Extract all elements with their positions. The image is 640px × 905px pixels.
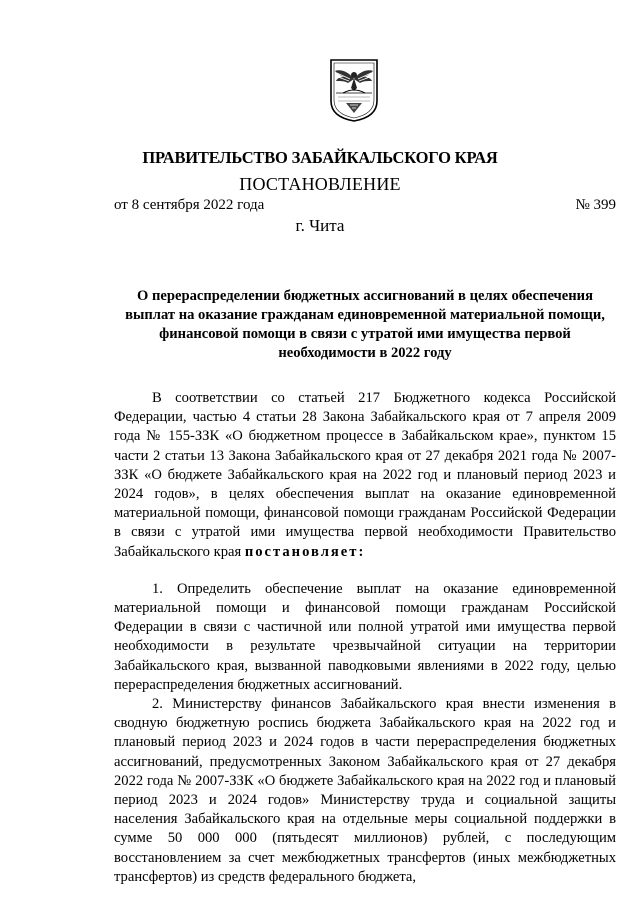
document-number: № 399 [575, 197, 616, 213]
preamble-text: В соответствии со статьей 217 Бюджетного кодекса Российской Федерации, частью 4 статьи 28 Закона Забайкальского края от 7 апреля 2009 года № 155-ЗЗК «О бюджетном процессе в Забайкальском крае», пунктом 15 части 2 статьи 13 Закона Забайкальского края от 27 декабря 2021 года № 2007-ЗЗК «О бюджете Забайкальского края на 2022 год и плановый период 2023 и 2024 годов», в целях обеспечения выплат на оказание единовременной материальной помощи, финансовой помощи гражданам Российской Федерации в связи с утратой ими имущества первой необходимости Правительство Забайкальского края [114, 390, 616, 560]
paragraph-1: 1. Определить обеспечение выплат на оказание единовременной материальной помощи и финансовой помощи гражданам Российской Федерации в связи с частичной или полной утратой ими имущества первой необходимости в результате чрезвычайной ситуации на территории Забайкальского края, вызванной паводковыми явлениями в 2022 году, целью перераспределения бюджетных ассигнований. [114, 580, 616, 693]
government-name: ПРАВИТЕЛЬСТВО ЗАБАЙКАЛЬСКОГО КРАЯ [142, 148, 498, 167]
paragraph-2: 2. Министерству финансов Забайкальского края внести изменения в сводную бюджетную роспись бюджета Забайкальского края на 2022 год и плановый период 2023 и 2024 годов в части перераспределения бюджетных ассигнований, предусмотренных Законом Забайкальского края от 27 декабря 2022 года № 2007-ЗЗК «О бюджете Забайкальского края на 2022 год и плановый период 2023 и 2024 годов» Министерству труда и социальной защиты населения Забайкальского края на отдельные меры социальной поддержки в сумме 50 000 000 (пятьдесят миллионов) рублей, с последующим восстановлением за счет межбюджетных трансфертов (иных межбюджетных трансфертов) из средств федерального бюджета, [114, 696, 616, 885]
preamble-paragraph [114, 389, 616, 562]
city-name: г. Чита [295, 216, 345, 235]
decree-colon: : [358, 543, 364, 560]
document-type: ПОСТАНОВЛЕНИЕ [239, 174, 401, 194]
decree-word: постановляет [244, 543, 359, 560]
coat-of-arms-icon [328, 57, 380, 123]
document-date: от 8 сентября 2022 года [114, 197, 265, 213]
document-title: О перераспределении бюджетных ассигнований в целях обеспечения выплат на оказание гражданам единовременной материальной помощи, финансовой помощи в связи с утратой ими имущества первой необходимости в 2022 году [125, 288, 605, 361]
document-body [114, 389, 616, 887]
